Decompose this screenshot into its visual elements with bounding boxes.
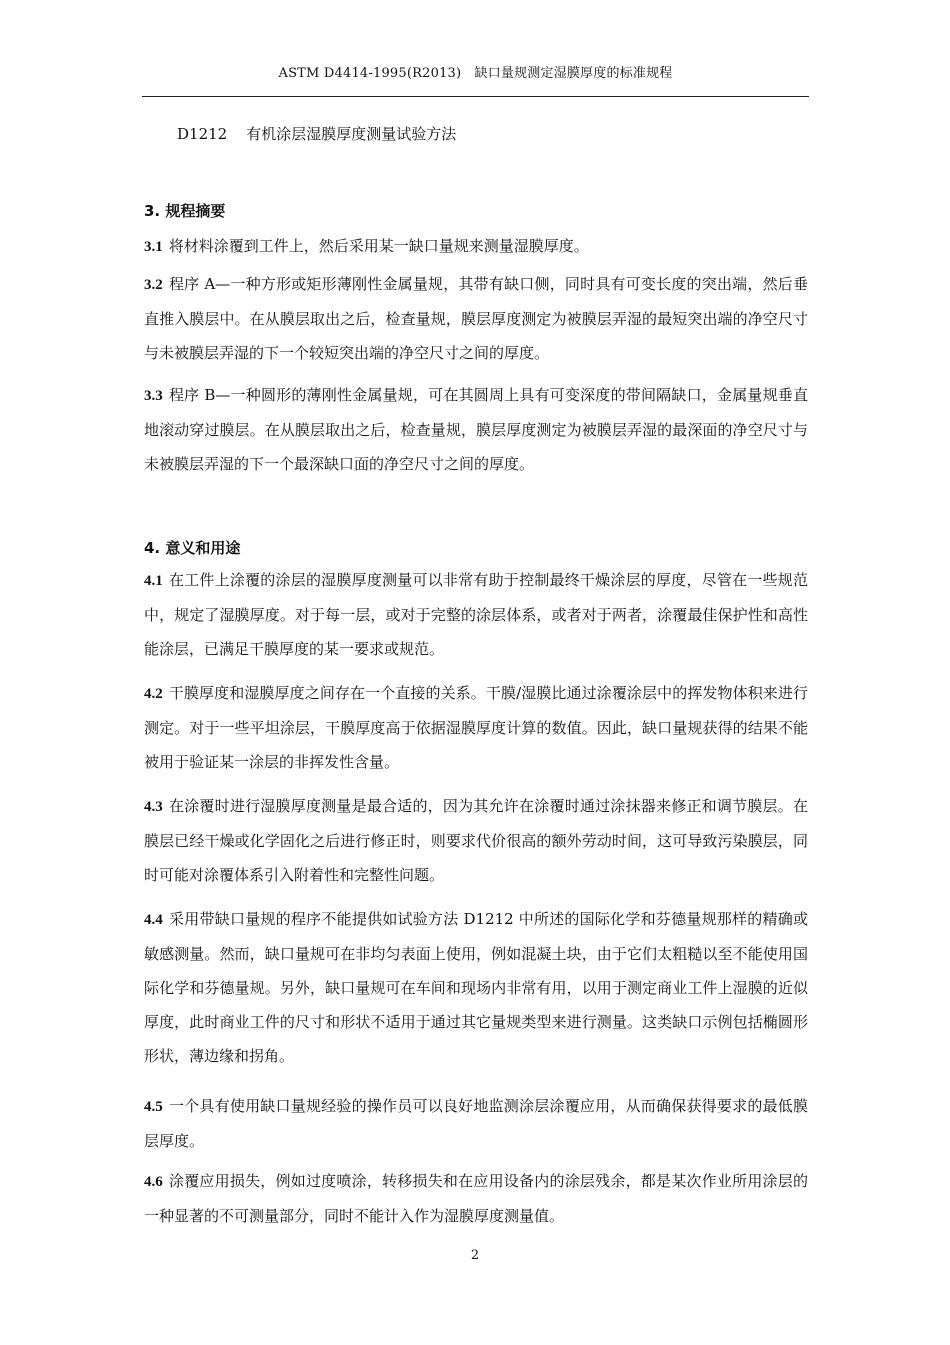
paragraph-text: 采用带缺口量规的程序不能提供如试验方法 D1212 中所述的国际化学和芬德量规那样的精确或敏感测量。然而，缺口量规可在非均匀表面上使用，例如混凝土块，由于它们太粗糙以至不能使用国际化学和芬德量规。另外，缺口量规可在车间和现场内非常有用，以用于测定商业工件上湿膜的近似厚度，此时商业工件的尺寸和形状不适用于通过其它量规类型来进行测量。这类缺口示例包括椭圆形形状，薄边缘和拐角。 [144,910,808,1065]
paragraph-4-5 [144,1089,808,1158]
paragraph-number: 3.3 [144,388,163,404]
paragraph-4-6 [144,1164,808,1233]
section-3-title: 3. 规程摘要 [144,202,226,220]
paragraph-text: 一个具有使用缺口量规经验的操作员可以良好地监测涂层涂覆应用，从而确保获得要求的最低膜层厚度。 [144,1097,808,1150]
paragraph-4-2 [144,676,808,779]
header-divider [142,96,809,97]
paragraph-3-2 [144,267,808,370]
paragraph-text: 将材料涂覆到工件上，然后采用某一缺口量规来测量湿膜厚度。 [168,237,589,255]
paragraph-text: 干膜厚度和湿膜厚度之间存在一个直接的关系。干膜/湿膜比通过涂覆涂层中的挥发物体积来进行测定。对于一些平坦涂层，干膜厚度高于依据湿膜厚度计算的数值。因此，缺口量规获得的结果不能被用于验证某一涂层的非挥发性含量。 [144,684,808,771]
paragraph-text: 在工件上涂覆的涂层的湿膜厚度测量可以非常有助于控制最终干燥涂层的厚度，尽管在一些规范中，规定了湿膜厚度。对于每一层，或对于完整的涂层体系，或者对于两者，涂覆最佳保护性和高性能涂层，已满足干膜厚度的某一要求或规范。 [144,571,808,658]
section-4-title: 4. 意义和用途 [144,539,241,557]
paragraph-number: 3.1 [144,239,163,255]
paragraph-number: 4.2 [144,686,163,702]
page-number: 2 [470,1248,480,1263]
paragraph-number: 4.3 [144,799,163,815]
paragraph-text: 在涂覆时进行湿膜厚度测量是最合适的，因为其允许在涂覆时通过涂抹器来修正和调节膜层。在膜层已经干燥或化学固化之后进行修正时，则要求代价很高的额外劳动时间，这可导致污染膜层，同时可能对涂覆体系引入附着性和完整性问题。 [144,797,808,884]
paragraph-number: 4.6 [144,1174,163,1190]
paragraph-text: 涂覆应用损失，例如过度喷涂，转移损失和在应用设备内的涂层残余，都是某次作业所用涂层的一种显著的不可测量部分，同时不能计入作为湿膜厚度测量值。 [144,1172,808,1225]
paragraph-4-3 [144,789,808,892]
reference-code: D1212 [177,125,228,143]
paragraph-text: 程序 B—一种圆形的薄刚性金属量规，可在其圆周上具有可变深度的带间隔缺口，金属量规垂直地滚动穿过膜层。在从膜层取出之后，检查量规，膜层厚度测定为被膜层弄湿的最深面的净空尺寸与未被膜层弄湿的下一个最深缺口面的净空尺寸之间的厚度。 [144,386,808,473]
paragraph-text: 程序 A—一种方形或矩形薄刚性金属量规，其带有缺口侧，同时具有可变长度的突出端，然后垂直推入膜层中。在从膜层取出之后，检查量规，膜层厚度测定为被膜层弄湿的最短突出端的净空尺寸与未被膜层弄湿的下一个较短突出端的净空尺寸之间的厚度。 [144,275,808,362]
paragraph-4-4 [144,902,808,1073]
page-header: ASTM D4414-1995(R2013) 缺口量规测定湿膜厚度的标准规程 [278,66,673,81]
paragraph-number: 4.5 [144,1099,163,1115]
paragraph-4-1 [144,563,808,666]
paragraph-number: 3.2 [144,277,163,293]
reference-title: 有机涂层湿膜厚度测量试验方法 [246,125,457,143]
paragraph-number: 4.4 [144,912,163,928]
paragraph-3-3 [144,378,808,481]
paragraph-3-1 [144,229,808,264]
paragraph-number: 4.1 [144,573,163,589]
reference-line [177,123,456,144]
